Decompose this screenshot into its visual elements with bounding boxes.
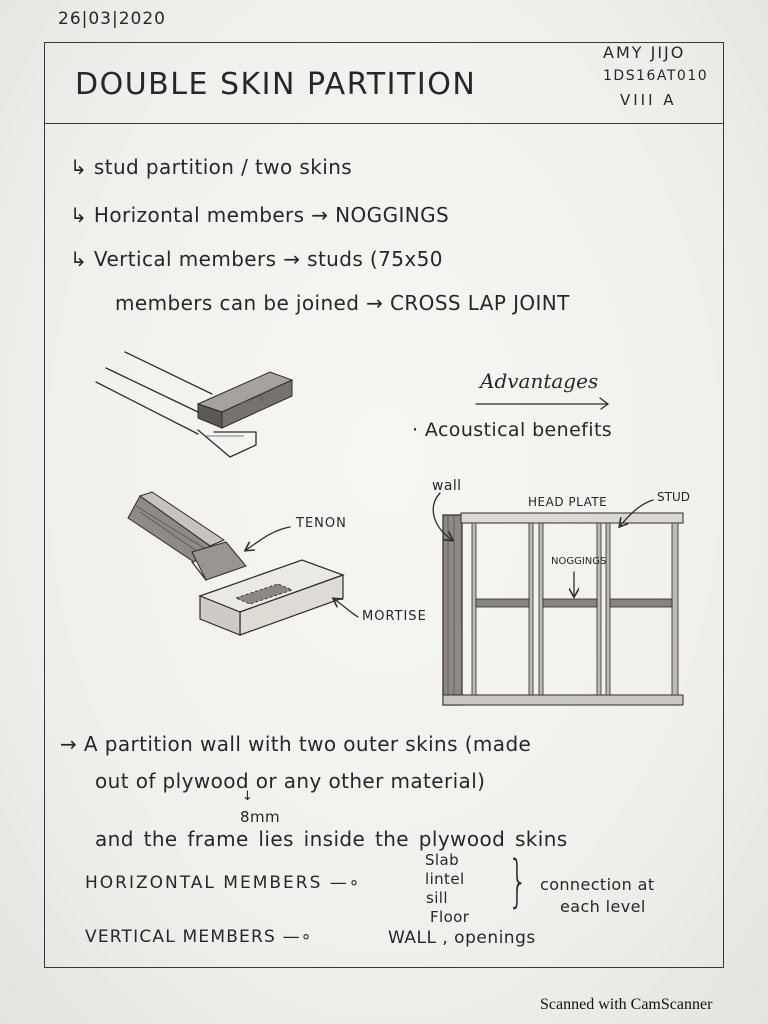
note-line: members can be joined → CROSS LAP JOINT	[115, 291, 570, 315]
noggings-label: NOGGINGS	[551, 556, 607, 567]
definition-line: and the frame lies inside the plywood skins	[95, 827, 568, 851]
author-class: VIII A	[620, 91, 677, 109]
annotation-arrow: ↓	[242, 789, 254, 804]
note-line: ↳ stud partition / two skins	[70, 155, 353, 179]
stud-label: STUD	[657, 490, 690, 504]
mortise-tenon-sketch	[128, 492, 358, 635]
author-name: AMY JIJO	[603, 43, 686, 62]
advantages-underline	[476, 398, 608, 409]
note-line: ↳ Horizontal members → NOGGINGS	[70, 203, 450, 227]
note-line: ↳ Vertical members → studs (75x50	[70, 247, 443, 271]
connection-note: each level	[560, 897, 646, 916]
head-plate-label: HEAD PLATE	[528, 495, 608, 509]
wall-label: wall	[432, 478, 462, 494]
connection-note: connection at	[540, 875, 655, 894]
stud-wall-sketch	[433, 493, 683, 705]
vertical-members-label: VERTICAL MEMBERS —∘	[85, 927, 313, 947]
definition-line: out of plywood or any other material)	[95, 769, 486, 793]
brace: }	[508, 849, 528, 914]
horizontal-item: lintel	[425, 870, 465, 888]
advantage-item: · Acoustical benefits	[412, 419, 613, 441]
date: 26|03|2020	[58, 9, 166, 29]
author-usn: 1DS16AT010	[603, 68, 709, 84]
vertical-items: WALL , openings	[388, 928, 536, 948]
definition-line: → A partition wall with two outer skins (made	[60, 732, 532, 756]
tenon-label: TENON	[296, 516, 347, 531]
horizontal-members-label: HORIZONTAL MEMBERS —∘	[85, 873, 362, 893]
horizontal-item: Slab	[425, 851, 460, 869]
thickness-annotation: 8mm	[240, 808, 280, 826]
cross-lap-joint-sketch	[96, 352, 292, 457]
mortise-label: MORTISE	[362, 609, 427, 624]
advantages-heading: Advantages	[480, 369, 599, 393]
horizontal-item: Floor	[430, 908, 470, 926]
horizontal-item: sill	[426, 889, 448, 907]
scanner-watermark: Scanned with CamScanner	[540, 996, 713, 1013]
page-title: DOUBLE SKIN PARTITION	[75, 67, 477, 102]
